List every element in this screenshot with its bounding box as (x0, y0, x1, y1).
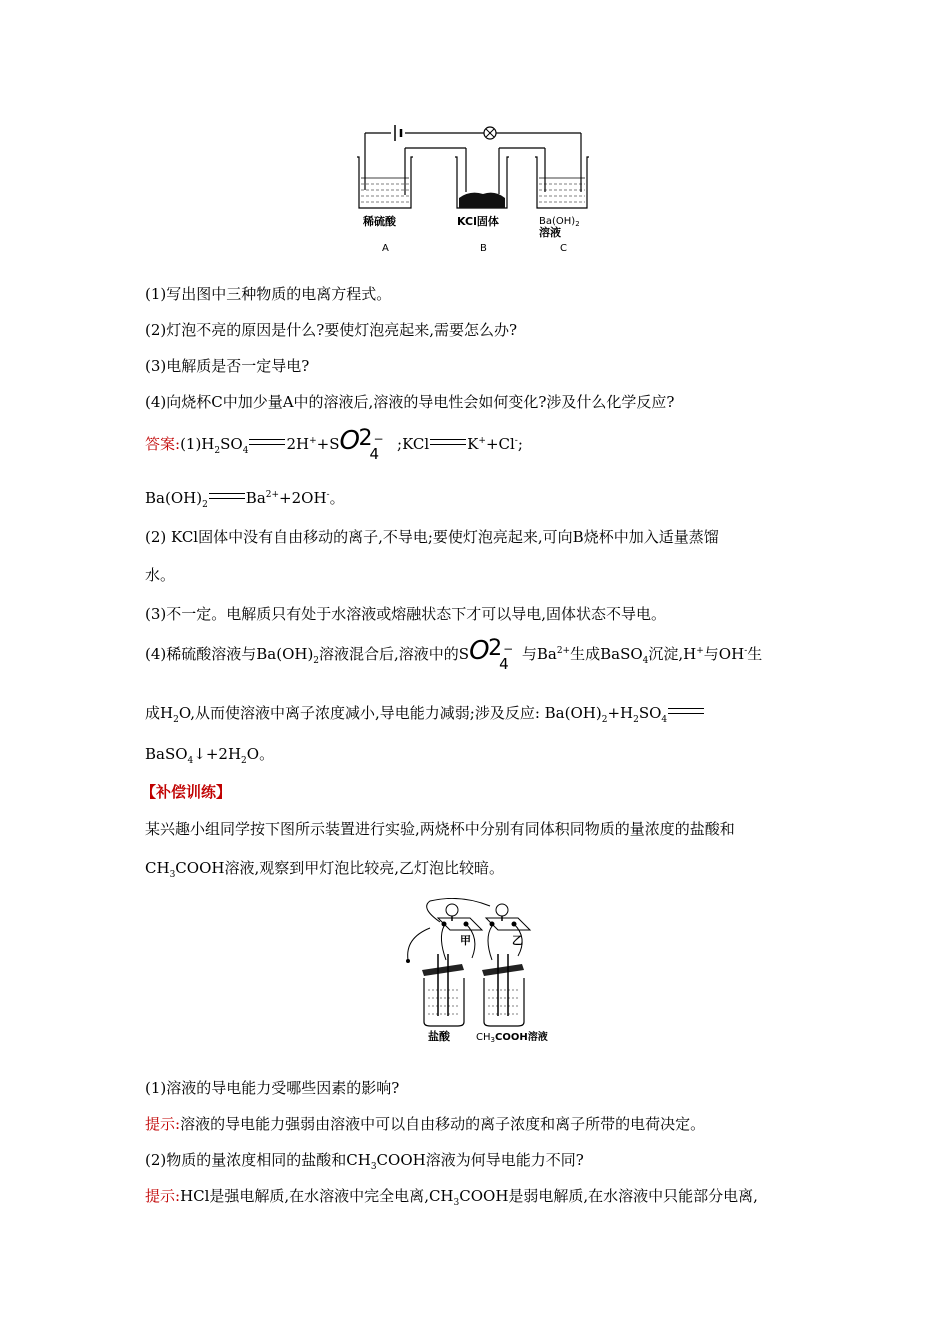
hint-2: 提示:HCl是强电解质,在水溶液中完全电离$,CH_3COOH$是弱电解质,在水溶液中只能部分电离, (145, 1187, 758, 1208)
conductivity-diagram (400, 898, 570, 1046)
question-2-2: (2)物质的量浓度相同的盐酸和$CH_3COOH$溶液为何导电能力不同? (145, 1151, 584, 1172)
letter-b: B (480, 243, 487, 254)
question-4: (4)向烧杯C中加少量A中的溶液后,溶液的导电性会如何变化?涉及什么化学反应? (145, 393, 675, 411)
section-title: 【补偿训练】 (141, 783, 232, 801)
label-jia: 甲 (460, 934, 471, 947)
question-3: (3)电解质是否一定导电? (145, 357, 310, 375)
answer-line-1: 答案$:(1)H_2SO_4$ 2H++S O 2 4 − ;KCl K++Cl-; (145, 426, 523, 463)
answer-2-line-2: 水。 (145, 566, 176, 584)
label-b: KCl固体 (457, 215, 499, 228)
letter-a: A (382, 243, 389, 254)
answer-4-line-3: $BaSO_4↓+2H_2O$。 (145, 745, 275, 766)
question-2: (2)灯泡不亮的原因是什么?要使灯泡亮起来,需要怎么办? (145, 321, 518, 339)
intro-line-1: 某兴趣小组同学按下图所示装置进行实验,两烧杯中分别有同体积同物质的量浓度的盐酸和 (145, 820, 735, 838)
intro-line-2: $CH_3COOH$溶液,观察到甲灯泡比较亮,乙灯泡比较暗。 (145, 859, 504, 880)
answer-3: (3)不一定。电解质只有处于水溶液或熔融状态下才可以导电,固体状态不导电。 (145, 605, 667, 623)
question-1: (1)写出图中三种物质的电离方程式。 (145, 285, 392, 303)
answer-label: 答案: (145, 435, 181, 453)
circuit-diagram-1 (355, 120, 595, 260)
answer-4-line-1: (4)稀硫酸溶液与$Ba(OH)_2$溶液混合后,溶液中的S O 2 4 − 与$Ba^{2+}$生成BaSO$_4$沉淀,H+与OH-生 (145, 636, 763, 673)
sulfate-formula: O 2 4 − (339, 426, 384, 463)
sulfate-formula-2: O 2 4 − (469, 636, 514, 673)
label-acetic: $CH_3COOH$溶液 (476, 1032, 548, 1044)
letter-c: C (560, 243, 567, 254)
label-hcl: 盐酸 (428, 1030, 450, 1043)
question-2-1: (1)溶液的导电能力受哪些因素的影响? (145, 1079, 400, 1097)
label-a: 稀硫酸 (363, 215, 396, 228)
label-c-2: 溶液 (539, 226, 561, 239)
answer-line-2: $Ba(OH)_2$ $Ba^{2+}+2OH^-$。 (145, 489, 345, 510)
hint-1: 提示:溶液的导电能力强弱由溶液中可以自由移动的离子浓度和离子所带的电荷决定。 (145, 1115, 706, 1133)
answer-4-line-2: 成$H_2O$,从而使溶液中离子浓度减小,导电能力减弱;涉及反应: $Ba(OH)_2+H_2SO_4$ (145, 702, 705, 724)
answer-2-line-1: (2) KCl固体中没有自由移动的离子,不导电;要使灯泡亮起来,可向B烧杯中加入适量蒸馏 (145, 528, 719, 546)
label-c-1: $Ba(OH)_2$ (539, 216, 580, 228)
label-yi: 乙 (512, 934, 523, 947)
